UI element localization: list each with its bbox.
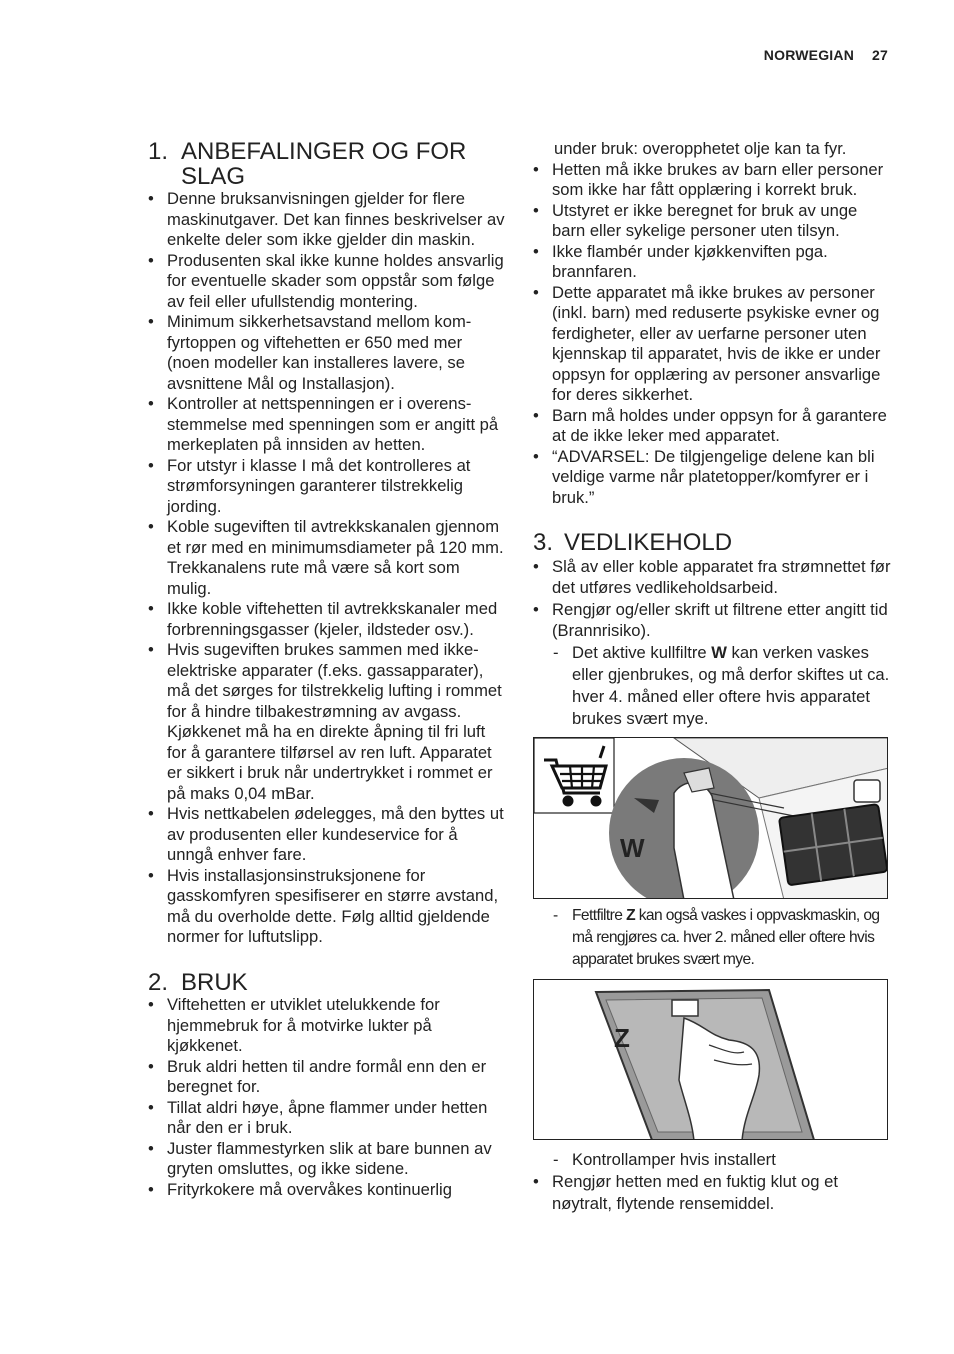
list-item: • Juster flammestyrken slik at bare bunnen av gryten omsluttes, og ikke sidene.	[148, 1139, 508, 1180]
list-item: • Ikke koble viftehetten til avtrekkskanaler med forbrenningsgasser (kjeler, ildsteder osv.).	[148, 599, 508, 640]
sub-item-w-text: Det aktive kullfiltre	[572, 642, 712, 662]
section-2-heading	[148, 968, 508, 996]
section-3-title: VEDLIKEHOLD	[564, 529, 733, 556]
list-item: • Utstyret er ikke beregnet for bruk av unge barn eller sykelige personer uten tilsyn.	[533, 201, 893, 242]
filter-w-note	[533, 642, 893, 730]
list-item: • Dette apparatet må ikke brukes av personer (inkl. barn) med reduserte psykiske evner og ferdigheter, eller av uerfarne personer uten kjennskap til apparatet, hvis de ikke er under oppsyn for opplæring av personer ansvarlige for deres sikkerhet.	[533, 283, 893, 406]
section-3-list	[533, 556, 893, 642]
sub-item-w	[533, 642, 893, 730]
list-item: • Viftehetten er utviklet utelukkende for hjemmebruk for å motvirke lukter på kjøkkenet.	[148, 995, 508, 1057]
language-label: NORWEGIAN	[763, 47, 855, 63]
list-item: • Rengjør hetten med en fuktig klut og et nøytralt, flytende rensemiddel.	[533, 1171, 893, 1215]
list-item: • Tillat aldri høye, åpne flammer under hetten når den er i bruk.	[148, 1098, 508, 1139]
grease-filter-illustration	[534, 980, 888, 1140]
section-1-number: 1.	[148, 138, 169, 165]
section-1-heading	[148, 140, 508, 189]
section-3-list-end	[533, 1171, 893, 1215]
section-1-title-line2: SLAG	[181, 162, 246, 190]
filter-z-note	[533, 905, 893, 971]
sub-item-w-text-2: kan verken vaskes eller gjenbrukes, og må derfor skiftes ut ca. hver 4. måned eller oftere hvis apparatet brukes svært mye.	[572, 642, 890, 728]
sub-item-z-text: Fettfiltre	[572, 906, 627, 924]
list-item: • Hetten må ikke brukes av barn eller personer som ikke har fått opplæring i korrekt bruk.	[533, 160, 893, 201]
section-3-heading	[533, 531, 893, 556]
list-item: • Hvis nettkabelen ødelegges, må den byttes ut av produsenten eller kundeservice for å unngå enhver fare.	[148, 804, 508, 866]
sub-item-z	[533, 905, 893, 971]
list-item: • Kontroller at nettspenningen er i overensstemmelse med spenningen som er angitt på merkeplaten på innsiden av hetten.	[148, 394, 508, 456]
list-item: • For utstyr i klasse I må det kontrolleres at strømforsyningen garanterer tilstrekkelig jording.	[148, 456, 508, 518]
list-item: • Ikke flambér under kjøkkenviften pga. brannfaren.	[533, 242, 893, 283]
section-2-list	[148, 995, 508, 1200]
figure-carbon-filter	[533, 737, 888, 899]
list-item: • Slå av eller koble apparatet fra strømnettet før det utføres vedlikeholdsarbeid.	[533, 556, 893, 599]
section-2-number: 2.	[148, 968, 169, 996]
left-column	[148, 140, 508, 1200]
list-item: • “ADVARSEL: De tilgjengelige delene kan bli veldige varme når platetopper/komfyrer er i bruk.”	[533, 447, 893, 509]
section-2-list-continued	[533, 160, 893, 509]
section-1-list	[148, 189, 508, 948]
list-item: • Barn må holdes under oppsyn for å garantere at de ikke leker med apparatet.	[533, 406, 893, 447]
continued-text: under bruk: overopphetet olje kan ta fyr.	[554, 139, 847, 158]
page-header	[764, 47, 888, 63]
list-item: • Minimum sikkerhetsavstand mellom komfyrtoppen og viftehetten er 650 med mer (noen modeller kan installeres lavere, se avsnittene Mål og Installasjon).	[148, 312, 508, 394]
list-item: • Rengjør og/eller skrift ut filtrene etter angitt tid (Brannrisiko).	[533, 599, 893, 642]
figure-grease-filter	[533, 979, 888, 1140]
list-item: • Hvis installasjonsinstruksjonene for gasskomfyren spesifiserer en større avstand, må du overholde dette. Følg alltid gjeldende normer for luftutslipp.	[148, 866, 508, 948]
sub-item-lamps: - Kontrollamper hvis installert	[533, 1149, 893, 1171]
right-column	[533, 139, 893, 1215]
page-number: 27	[872, 47, 888, 63]
list-item: • Produsenten skal ikke kunne holdes ansvarlig for eventuelle skader som oppstår som følge av feil eller ufullstendig montering.	[148, 251, 508, 313]
list-item: • Hvis sugeviften brukes sammen med ikke-elektriske apparater (f.eks. gassapparater), må det sørges for tilstrekkelig lufting i rommet for å hindre tilbakestrømning av avgass. Kjøkkenet må ha en direkte åpning til fri luft for å garantere tilførsel av ren luft. Apparatet er sikkert i bruk når undertrykket i rommet er på maks 0,04 mBar.	[148, 640, 508, 804]
list-item: • Bruk aldri hetten til andre formål enn den er beregnet for.	[148, 1057, 508, 1098]
list-item: • Koble sugeviften til avtrekkskanalen gjennom et rør med en minimumsdiameter på 120 mm. Trekkanalens rute må være så kort som mulig.	[148, 517, 508, 599]
section-1-title-line1: ANBEFALINGER OG FOR	[181, 138, 467, 165]
figure-label-z: Z	[614, 1022, 630, 1053]
sub-item-z-text-2: kan også vaskes i oppvaskmaskin, og må rengjøres ca. hver 2. måned eller oftere hvis apparatet brukes svært mye.	[572, 906, 880, 968]
section-3-number: 3.	[533, 529, 554, 556]
list-item: • Denne bruksanvisningen gjelder for flere maskinutgaver. Det kan finnes beskrivelser av enkelte deler som ikke gjelder din maskin.	[148, 189, 508, 251]
filter-z-code: Z	[626, 906, 635, 924]
filter-w-code: W	[711, 642, 727, 662]
figure-label-w: W	[620, 832, 645, 863]
list-item: • Frityrkokere må overvåkes kontinuerlig	[148, 1180, 508, 1201]
section-2-title: BRUK	[181, 968, 248, 996]
section-1-title	[181, 140, 466, 189]
carbon-filter-illustration	[534, 738, 888, 899]
lamps-note	[533, 1149, 893, 1171]
